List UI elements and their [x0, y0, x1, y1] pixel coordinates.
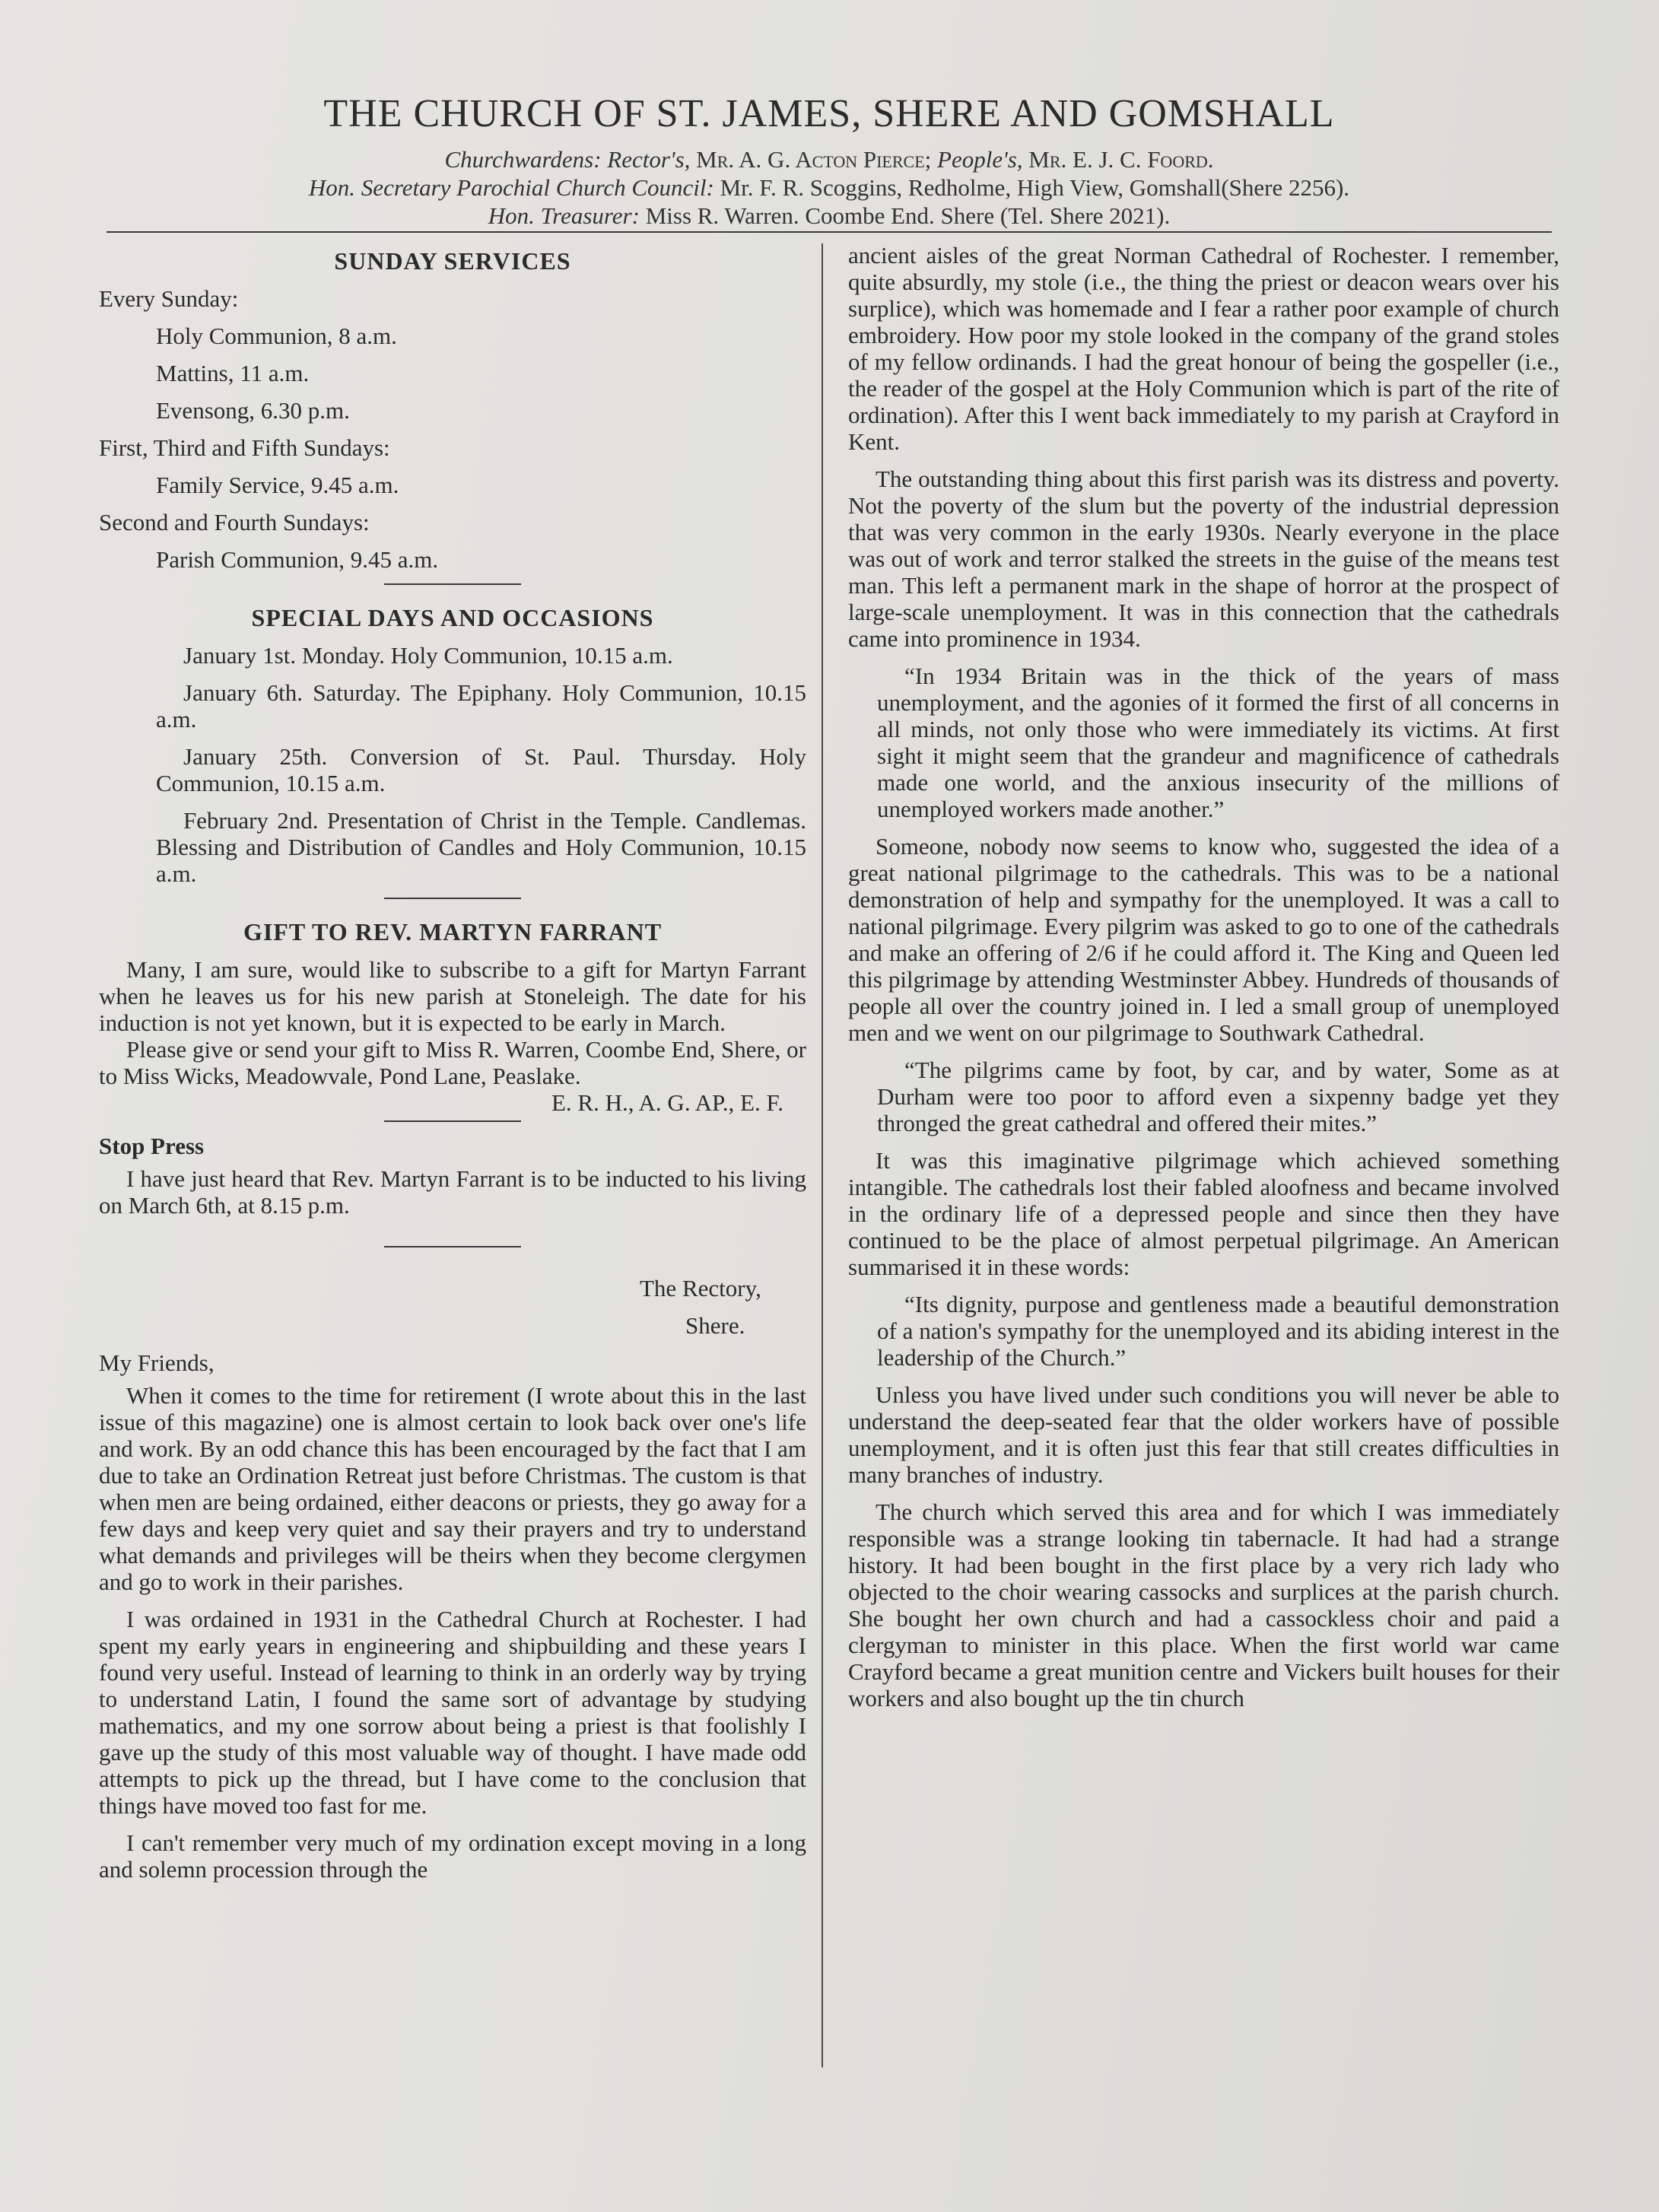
rector-warden: Mr. A. G. Acton Pierce;	[696, 146, 932, 173]
letter-paragraph: The outstanding thing about this first parish was its distress and poverty. Not the poverty of the slum but the poverty of the industrial depression that was very common in the early 1930s. Nearly everyone in the place was out of work and terror stalked the streets in the guise of the means test man. This left a permanent mark in the shape of horror at the prospect of large-scale unemployment. It was in this connection that the cathedrals came into prominence in 1934.	[848, 466, 1559, 652]
sunday-services-heading: SUNDAY SERVICES	[334, 247, 571, 275]
masthead	[99, 91, 1559, 230]
letter-paragraph: It was this imaginative pilgrimage which achieved something intangible. The cathedrals lost their fabled aloofness and became involved in the ordinary life of a depressed people and since then they have continued to be the place of almost perpetual pilgrimage. An American summarised it in these words:	[848, 1147, 1559, 1280]
block-quote: “In 1934 Britain was in the thick of the years of mass unemployment, and the agonies of it formed the first of all concerns in all minds, not only those who were immediately its victims. At first sight it might seem that the grandeur and magnificence of cathedrals made one world, and the anxious insecurity of the millions of unemployed workers made another.”	[877, 663, 1559, 822]
special-days-heading: SPECIAL DAYS AND OCCASIONS	[251, 604, 654, 631]
letter-paragraph: Unless you have lived under such conditions you will never be able to understand the deep-seated fear that the older workers have of possible unemployment, and it is often just this fear that still creates difficulties in many branches of industry.	[848, 1381, 1559, 1488]
secretary-line	[99, 173, 1559, 202]
block-quote: “Its dignity, purpose and gentleness made a beautiful demonstration of a nation's sympathy for the unemployed and its abiding interest in the leadership of the Church.”	[877, 1291, 1559, 1371]
gift-paragraph: Many, I am sure, would like to subscribe to a gift for Martyn Farrant when he leaves us for his new parish at Stoneleigh. The date for his induction is not yet known, but it is expected to be early in March.	[99, 956, 806, 1036]
page-title: THE CHURCH OF ST. JAMES, SHERE AND GOMSHALL	[323, 92, 1335, 135]
special-item: January 25th. Conversion of St. Paul. Thursday. Holy Communion, 10.15 a.m.	[156, 743, 806, 796]
section-divider	[384, 583, 521, 585]
every-sunday: Every Sunday:	[99, 285, 239, 312]
section-divider	[384, 898, 521, 899]
block-quote: “The pilgrims came by foot, by car, and by water, Some as at Durham were too poor to afford even a sixpenny badge yet they thronged the great cathedral and offered their mites.”	[877, 1057, 1559, 1136]
stop-press-text: I have just heard that Rev. Martyn Farrant is to be inducted to his living on March 6th, at 8.15 p.m.	[99, 1165, 806, 1219]
gift-heading: GIFT TO REV. MARTYN FARRANT	[243, 918, 663, 946]
treasurer-label: Hon. Treasurer:	[488, 202, 640, 229]
special-item: January 6th. Saturday. The Epiphany. Holy Communion, 10.15 a.m.	[156, 679, 806, 733]
mattins-time: Mattins, 11 a.m.	[156, 360, 310, 386]
churchwardens-label: Churchwardens: Rector's,	[444, 146, 691, 173]
rectory-town: Shere.	[685, 1312, 745, 1339]
salutation: My Friends,	[99, 1349, 215, 1376]
rectory-address: The Rectory,	[640, 1275, 761, 1301]
second-fourth: Second and Fourth Sundays:	[99, 509, 370, 536]
parish-communion-time: Parish Communion, 9.45 a.m.	[156, 546, 439, 573]
gift-signatures: E. R. H., A. G. AP., E. F.	[551, 1089, 783, 1116]
holy-communion-time: Holy Communion, 8 a.m.	[156, 323, 397, 349]
letter-paragraph: Someone, nobody now seems to know who, suggested the idea of a great national pilgrimage to the cathedrals. This was to be a national demonstration of help and sympathy for the unemployed. It was a call to national pilgrimage. Every pilgrim was asked to go to one of the cathedrals and make an offering of 2/6 if he could afford it. The King and Queen led this pilgrimage by attending Westminster Abbey. Hundreds of thousands of people all over the country joined in. I led a small group of unemployed men and we went on our pilgrimage to Southwark Cathedral.	[848, 833, 1559, 1046]
letter-paragraph: ancient aisles of the great Norman Cathedral of Rochester. I remember, quite absurdly, my stole (i.e., the thing the priest or deacon wears over his surplice), which was homemade and I fear a rather poor example of church embroidery. How poor my stole looked in the company of the grand stoles of my fellow ordinands. I had the great honour of being the gospeller (i.e., the reader of the gospel at the Holy Communion which is part of the rite of ordination). After this I went back immediately to my parish at Crayford in Kent.	[848, 242, 1559, 455]
peoples-label: People's,	[937, 146, 1023, 173]
treasurer-value: Miss R. Warren. Coombe End. Shere (Tel. Shere 2021).	[645, 202, 1171, 229]
officers-block	[99, 145, 1559, 230]
letter-paragraph: I can't remember very much of my ordination except moving in a long and solemn procession through the	[99, 1829, 806, 1883]
peoples-warden: Mr. E. J. C. Foord.	[1028, 146, 1214, 173]
treasurer-line	[99, 202, 1559, 230]
header-divider	[106, 231, 1552, 233]
letter-paragraph: I was ordained in 1931 in the Cathedral Church at Rochester. I had spent my early years in engineering and shipbuilding and these years I found very useful. Instead of learning to think in an orderly way by trying to understand Latin, I found the same sort of advantage by studying mathematics, and my one sorrow about being a priest is that foolishly I gave up the study of this most valuable way of thought. I have made odd attempts to pick up the thread, but I have come to the conclusion that things have moved too fast for me.	[99, 1606, 806, 1819]
section-divider	[384, 1246, 521, 1247]
churchwardens-line	[99, 145, 1559, 173]
column-divider	[822, 243, 823, 2067]
secretary-value: Mr. F. R. Scoggins, Redholme, High View, Gomshall(Shere 2256).	[720, 174, 1350, 201]
special-item: January 1st. Monday. Holy Communion, 10.15 a.m.	[183, 642, 673, 669]
special-item: February 2nd. Presentation of Christ in the Temple. Candlemas. Blessing and Distribution of Candles and Holy Communion, 10.15 a.m.	[156, 807, 806, 887]
left-column	[99, 242, 806, 1893]
evensong-time: Evensong, 6.30 p.m.	[156, 397, 350, 424]
stop-press-label: Stop Press	[99, 1133, 205, 1159]
first-third-fifth: First, Third and Fifth Sundays:	[99, 434, 390, 461]
letter-paragraph: When it comes to the time for retirement (I wrote about this in the last issue of this magazine) one is almost certain to look back over one's life and work. By an odd chance this has been encouraged by the fact that I am due to take an Ordination Retreat just before Christmas. The custom is that when men are being ordained, either deacons or priests, they go away for a few days and keep very quiet and say their prayers and try to understand what demands and privileges will be theirs when they become clergymen and go to work in their parishes.	[99, 1382, 806, 1595]
secretary-label: Hon. Secretary Parochial Church Council:	[308, 174, 714, 201]
family-service-time: Family Service, 9.45 a.m.	[156, 472, 399, 498]
letter-paragraph: The church which served this area and for which I was immediately responsible was a strange looking tin tabernacle. It had had a strange history. It had been bought in the first place by a very rich lady who objected to the choir wearing cassocks and surplices at the parish church. She bought her own church and had a cassockless choir and paid a clergyman to minister in this place. When the first world war came Crayford became a great munition centre and Vickers built houses for their workers and also bought up the tin church	[848, 1499, 1559, 1711]
gift-instructions: Please give or send your gift to Miss R. Warren, Coombe End, Shere, or to Miss Wicks, Meadowvale, Pond Lane, Peaslake.	[99, 1036, 806, 1089]
section-divider	[384, 1120, 521, 1122]
right-column	[848, 242, 1559, 1722]
